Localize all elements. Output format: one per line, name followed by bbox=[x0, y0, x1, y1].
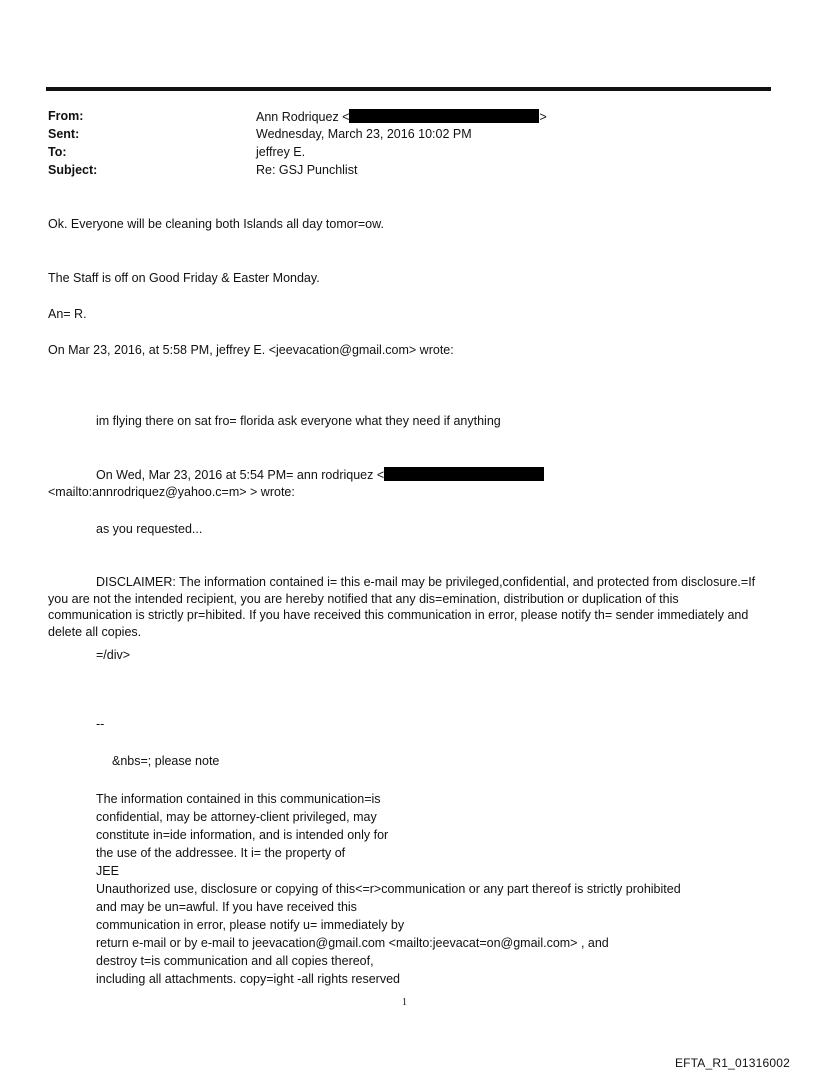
notice-line: including all attachments. copy=ight -all rights reserved bbox=[96, 972, 400, 986]
header-rule bbox=[46, 87, 771, 91]
from-value bbox=[256, 109, 547, 125]
notice-line: communication in error, please notify u= immediately by bbox=[96, 918, 405, 932]
signoff: An= R. bbox=[48, 307, 87, 321]
please-note: &nbs=; please note bbox=[112, 754, 220, 768]
notice-line: The information contained in this communication=is bbox=[96, 792, 381, 806]
bates-number: EFTA_R1_01316002 bbox=[674, 1056, 790, 1070]
quote-header-text: On Wed, Mar 23, 2016 at 5:54 PM= ann rodriquez < bbox=[96, 468, 385, 482]
to-label: To: bbox=[48, 145, 67, 159]
notice-line: return e-mail or by e-mail to jeevacation@gmail.com <mailto:jeevacat=on@gmail.com> , and bbox=[96, 936, 609, 950]
body-line: The Staff is off on Good Friday & Easter Monday. bbox=[48, 271, 320, 285]
notice-line: JEE bbox=[96, 864, 119, 878]
quote-header bbox=[96, 467, 544, 483]
sent-label: Sent: bbox=[48, 127, 80, 141]
confidentiality-notice bbox=[96, 790, 681, 988]
notice-line: Unauthorized use, disclosure or copying of this<=r>communication or any part thereof is strictly prohibited bbox=[96, 882, 681, 896]
notice-line: confidential, may be attorney-client privileged, may bbox=[96, 810, 377, 824]
subject-value: Re: GSJ Punchlist bbox=[256, 163, 358, 177]
signature-separator: -- bbox=[96, 717, 105, 731]
from-label: From: bbox=[48, 109, 84, 123]
quoted-text: as you requested... bbox=[96, 522, 203, 536]
div-close-text: =/div> bbox=[96, 648, 131, 662]
redaction-box bbox=[349, 109, 539, 123]
notice-line: the use of the addressee. It i= the property of bbox=[96, 846, 346, 860]
notice-line: destroy t=is communication and all copies thereof, bbox=[96, 954, 374, 968]
from-name: Ann Rodriquez < bbox=[256, 110, 350, 124]
body-line: Ok. Everyone will be cleaning both Islands all day tomor=ow. bbox=[48, 217, 384, 231]
disclaimer-rest: disclosure.=If you are not the intended recipient, you are hereby notified that any dis=emination, distribution or duplication of this communication is strictly pr=hibited. If you have received this communication in error, please notify th= sender immediately and delete all copies. bbox=[48, 575, 756, 639]
disclaimer bbox=[48, 574, 760, 640]
disclaimer-first: DISCLAIMER: The information contained i= this e-mail may be privileged,confidential, and protected from bbox=[96, 575, 678, 589]
page-number: 1 bbox=[402, 997, 407, 1008]
from-suffix: > bbox=[539, 110, 547, 124]
to-value: jeffrey E. bbox=[256, 145, 306, 159]
quoted-text: im flying there on sat fro= florida ask everyone what they need if anything bbox=[96, 414, 501, 428]
quote-header-mailto: <mailto:annrodriquez@yahoo.c=m> > wrote: bbox=[48, 485, 295, 499]
sent-value: Wednesday, March 23, 2016 10:02 PM bbox=[256, 127, 472, 141]
redaction-box bbox=[384, 467, 544, 481]
notice-line: and may be un=awful. If you have received this bbox=[96, 900, 357, 914]
notice-line: constitute in=ide information, and is intended only for bbox=[96, 828, 389, 842]
quote-header: On Mar 23, 2016, at 5:58 PM, jeffrey E. <jeevacation@gmail.com> wrote: bbox=[48, 343, 454, 357]
subject-label: Subject: bbox=[48, 163, 98, 177]
